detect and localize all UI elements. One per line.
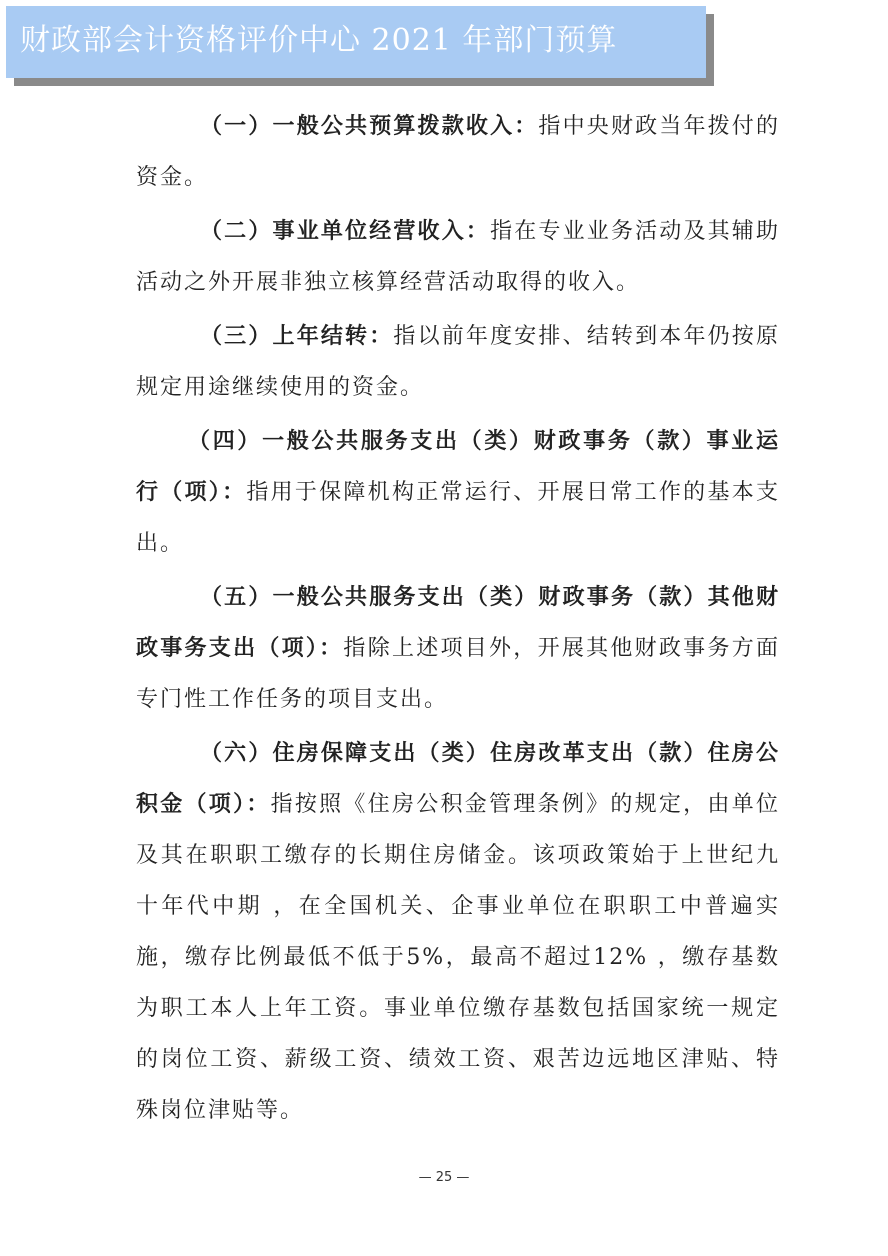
paragraph-5-text: 指除上述项目外，开展其他财政事务方面专门性工作任务的项目支出。: [136, 636, 780, 712]
paragraph-5: [136, 572, 780, 725]
banner-box: [6, 6, 706, 78]
header-banner: [6, 6, 716, 88]
paragraph-4: [136, 416, 780, 569]
paragraph-1-text: 指中央财政当年拨付的资金。: [136, 114, 780, 190]
paragraph-6-lead: （六）住房保障支出（类）住房改革支出（款）住房公积金（项）：: [136, 740, 780, 817]
paragraph-2: [136, 206, 780, 308]
paragraph-6-text: 指按照《住房公积金管理条例》的规定，由单位及其在职职工缴存的长期住房储金。该项政策始于上世纪九十年代中期 ，在全国机关、企事业单位在职职工中普遍实施，缴存比例最低不低于5%，最高不超过12% ，缴存基数为职工本人上年工资。事业单位缴存基数包括国家统一规定的岗位工资、薪级工资、绩效工资、艰苦边远地区津贴、特殊岗位津贴等。: [136, 792, 780, 1123]
paragraph-2-lead: （二）事业单位经营收入：: [200, 218, 491, 244]
paragraph-1-lead: （一）一般公共预算拨款收入：: [200, 113, 539, 139]
paragraph-5-lead: （五）一般公共服务支出（类）财政事务（款）其他财政事务支出（项）：: [136, 584, 780, 661]
paragraph-4-lead: （四）一般公共服务支出（类）财政事务（款）事业运行（项）：: [136, 428, 780, 505]
paragraph-2-text: 指在专业业务活动及其辅助活动之外开展非独立核算经营活动取得的收入。: [136, 219, 780, 295]
paragraph-1: [136, 101, 780, 203]
document-body: [136, 101, 780, 1139]
paragraph-4-text: 指用于保障机构正常运行、开展日常工作的基本支出。: [136, 480, 780, 556]
paragraph-6: [136, 728, 780, 1136]
paragraph-3-lead: （三）上年结转：: [200, 323, 394, 349]
paragraph-3-text: 指以前年度安排、结转到本年仍按原规定用途继续使用的资金。: [136, 324, 780, 400]
page-title: 财政部会计资格评价中心 2021 年部门预算: [20, 23, 618, 58]
paragraph-3: [136, 311, 780, 413]
page-number: — 25 —: [418, 1170, 470, 1185]
